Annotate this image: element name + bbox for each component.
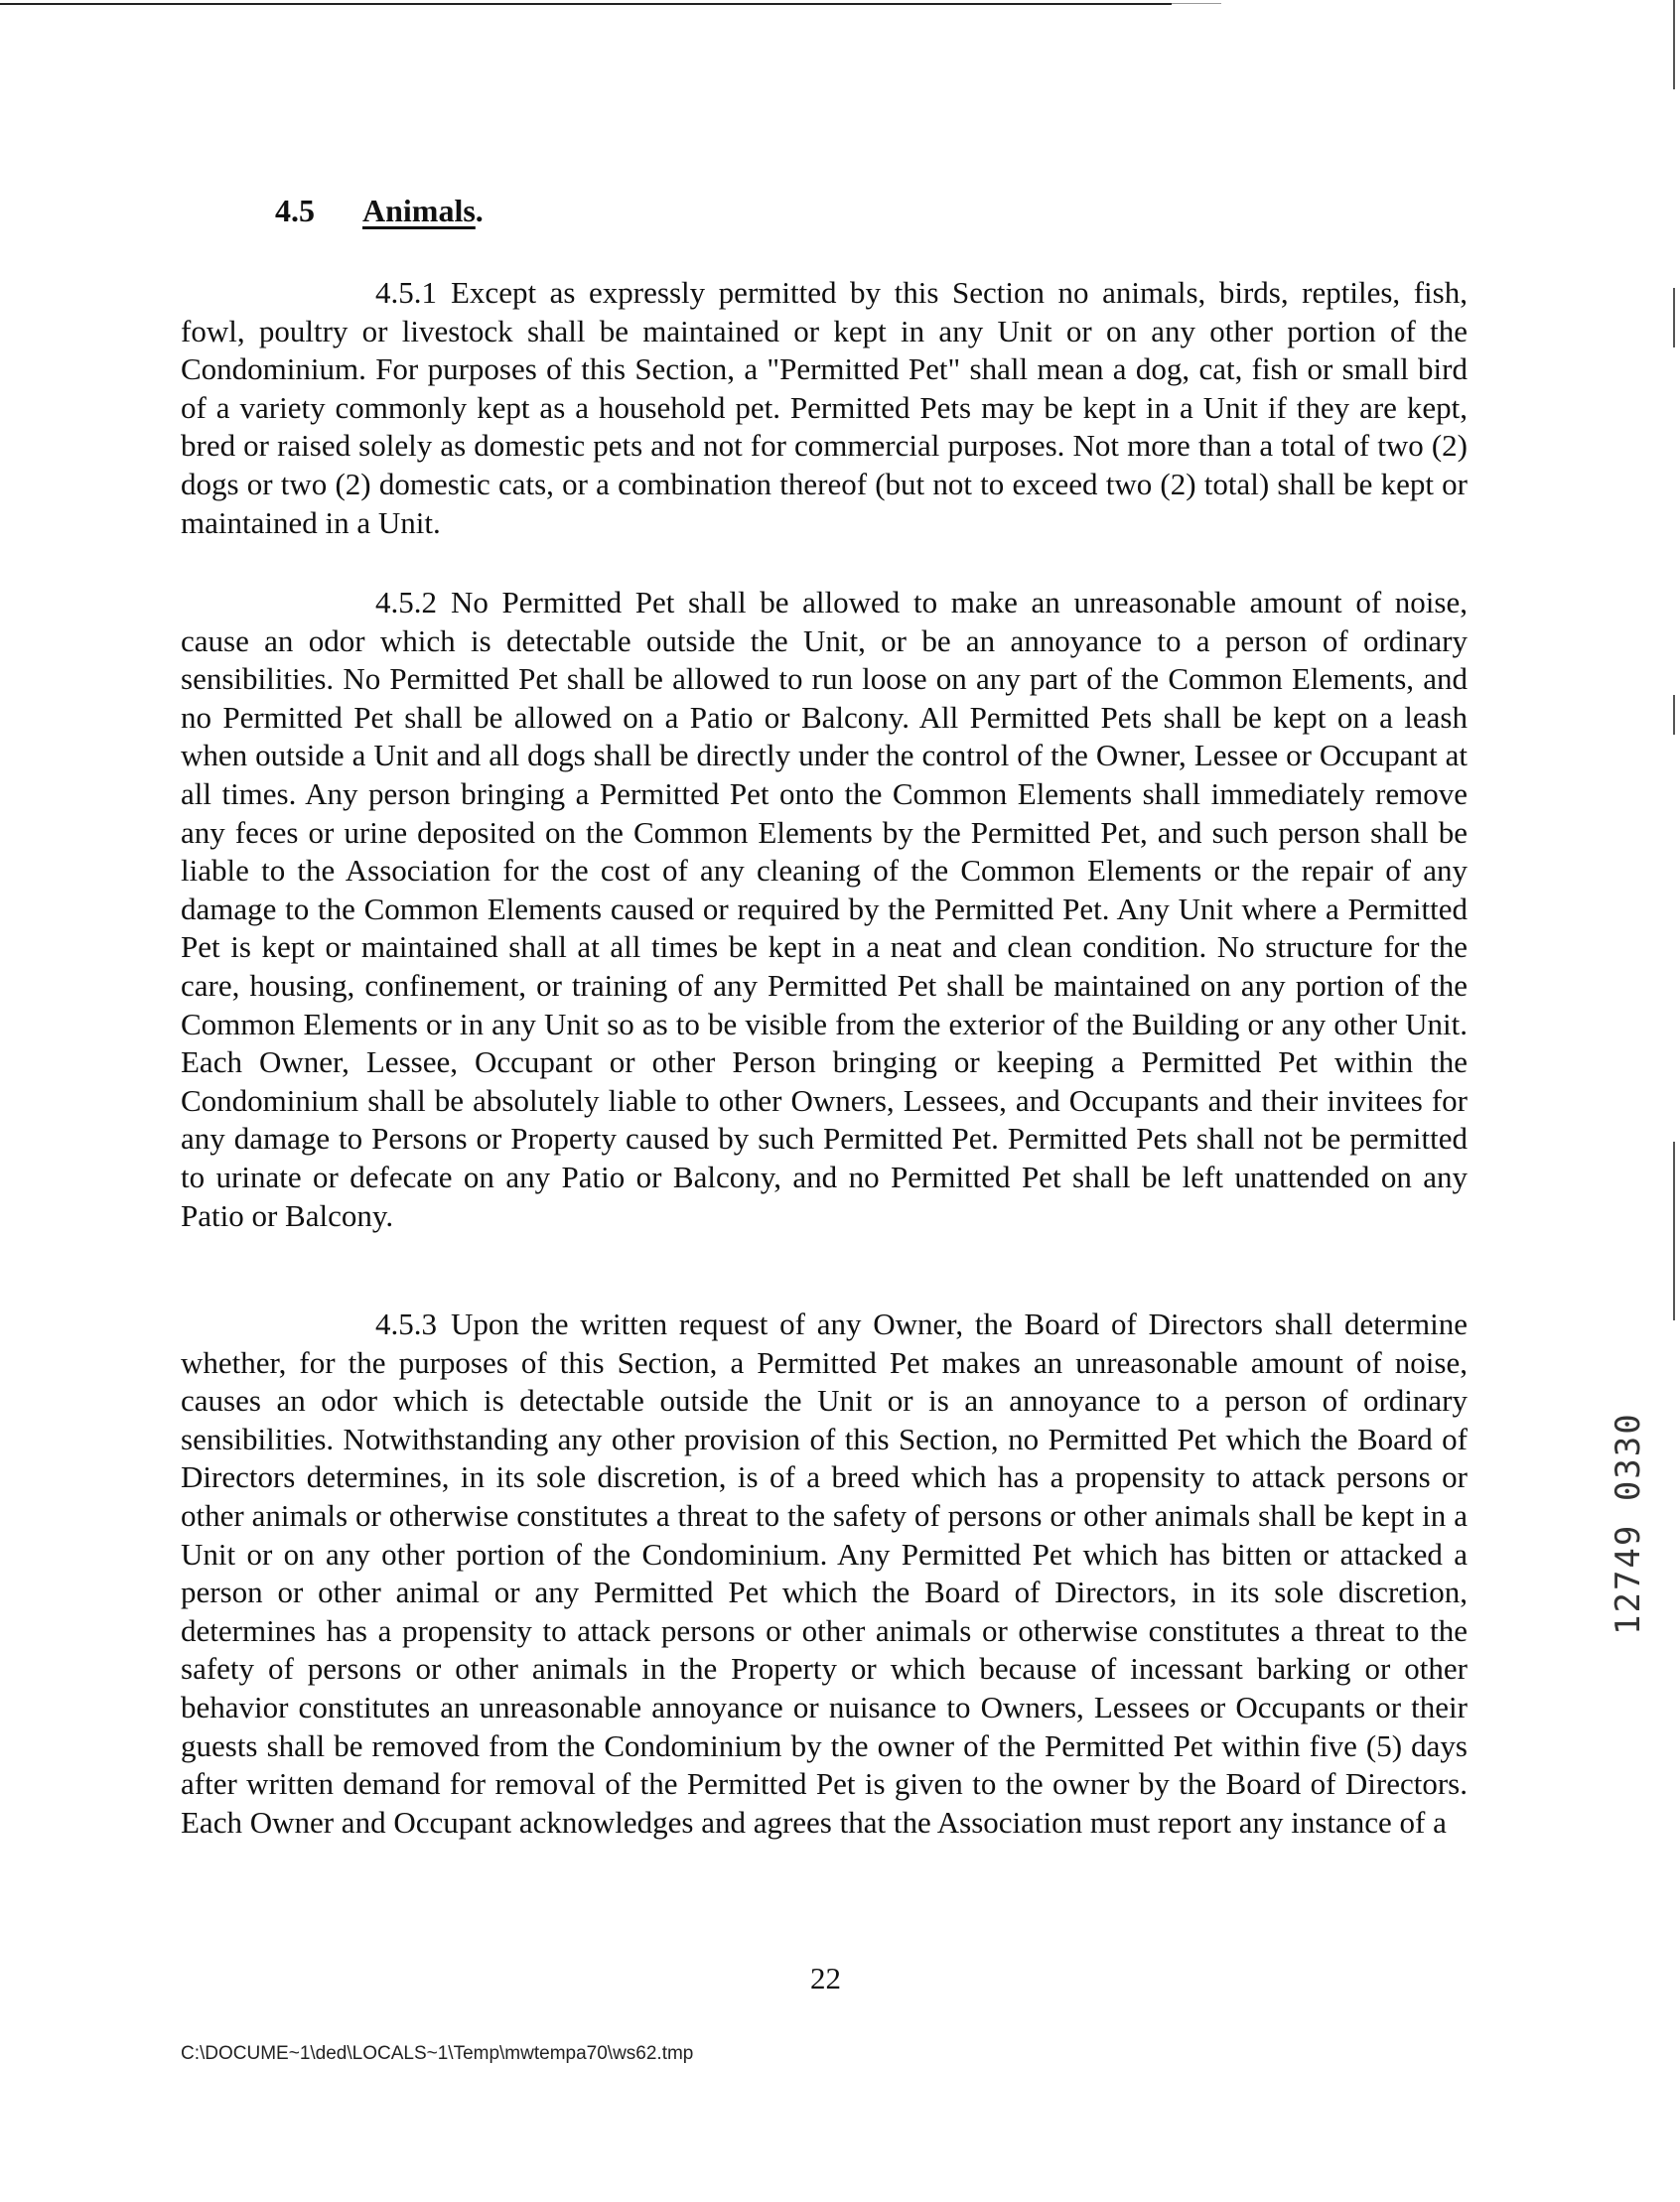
right-edge-mark xyxy=(1673,1142,1675,1320)
file-path-footer: C:\DOCUME~1\ded\LOCALS~1\Temp\mwtempa70\ws62.tmp xyxy=(181,2043,694,2064)
right-edge-mark xyxy=(1673,0,1675,89)
right-edge-mark xyxy=(1673,695,1675,735)
right-edge-mark xyxy=(1673,288,1675,347)
top-scan-rule xyxy=(0,3,1172,5)
recording-stamp-text: 12749 0330 xyxy=(1609,1412,1648,1635)
paragraph-number: 4.5.3 xyxy=(375,1307,437,1341)
page-number: 22 xyxy=(810,1961,841,1996)
paragraph-text: Except as expressly permitted by this Section no animals, birds, reptiles, fish, fowl, poultry or livestock shall be maintained or kept in any Unit or on any other portion of the Condominium. For purposes of this Section, a "Permitted Pet" shall mean a dog, cat, fish or small bird of a variety commonly kept as a household pet. Permitted Pets may be kept in a Unit if they are kept, bred or raised solely as domestic pets and not for commercial purposes. Not more than a total of two (2) dogs or two (2) domestic cats, or a combination thereof (but not to exceed two (2) total) shall be kept or maintained in a Unit. xyxy=(181,275,1468,540)
section-title: Animals xyxy=(362,193,476,228)
paragraph-number: 4.5.2 xyxy=(375,585,437,619)
section-heading xyxy=(275,193,484,229)
top-scan-rule-tail xyxy=(1172,3,1221,4)
paragraph-4-5-1 xyxy=(181,274,1468,542)
section-number: 4.5 xyxy=(275,193,315,228)
paragraph-text: No Permitted Pet shall be allowed to make an unreasonable amount of noise, cause an odor which is detectable outside the Unit, or be an annoyance to a person of ordinary sensibilities. No Permitted Pet shall be allowed to run loose on any part of the Common Elements, and no Permitted Pet shall be allowed on a Patio or Balcony. All Permitted Pets shall be kept on a leash when outside a Unit and all dogs shall be directly under the control of the Owner, Lessee or Occupant at all times. Any person bringing a Permitted Pet onto the Common Elements shall immediately remove any feces or urine deposited on the Common Elements by the Permitted Pet, and such person shall be liable to the Association for the cost of any cleaning of the Common Elements or the repair of any damage to the Common Elements caused or required by the Permitted Pet. Any Unit where a Permitted Pet is kept or maintained shall at all times be kept in a neat and clean condition. No structure for the care, housing, confinement, or training of any Permitted Pet shall be maintained on any portion of the Common Elements or in any Unit so as to be visible from the exterior of the Building or any other Unit. Each Owner, Lessee, Occupant or other Person bringing or keeping a Permitted Pet within the Condominium shall be absolutely liable to other Owners, Lessees, and Occupants and their invitees for any damage to Persons or Property caused by such Permitted Pet. Permitted Pets shall not be permitted to urinate or defecate on any Patio or Balcony, and no Permitted Pet shall be left unattended on any Patio or Balcony. xyxy=(181,585,1468,1233)
paragraph-number: 4.5.1 xyxy=(375,275,437,310)
paragraph-4-5-3 xyxy=(181,1306,1468,1842)
paragraph-text: Upon the written request of any Owner, the Board of Directors shall determine whether, for the purposes of this Section, a Permitted Pet makes an unreasonable amount of noise, causes an odor which is detectable outside the Unit or is an annoyance to a person of ordinary sensibilities. Notwithstanding any other provision of this Section, no Permitted Pet which the Board of Directors determines, in its sole discretion, is of a breed which has a propensity to attack persons or other animals or otherwise constitutes a threat to the safety of persons or other animals shall be kept in a Unit or on any other portion of the Condominium. Any Permitted Pet which has bitten or attacked a person or other animal or any Permitted Pet which the Board of Directors, in its sole discretion, determines has a propensity to attack persons or other animals or otherwise constitutes a threat to the safety of persons or other animals in the Property or which because of incessant barking or other behavior constitutes an unreasonable annoyance or nuisance to Owners, Lessees or Occupants or their guests shall be removed from the Condominium by the owner of the Permitted Pet within five (5) days after written demand for removal of the Permitted Pet is given to the owner by the Board of Directors. Each Owner and Occupant acknowledges and agrees that the Association must report any instance of a xyxy=(181,1307,1468,1840)
recording-stamp xyxy=(1609,1412,1648,1635)
section-title-period: . xyxy=(475,193,484,228)
paragraph-4-5-2 xyxy=(181,584,1468,1235)
